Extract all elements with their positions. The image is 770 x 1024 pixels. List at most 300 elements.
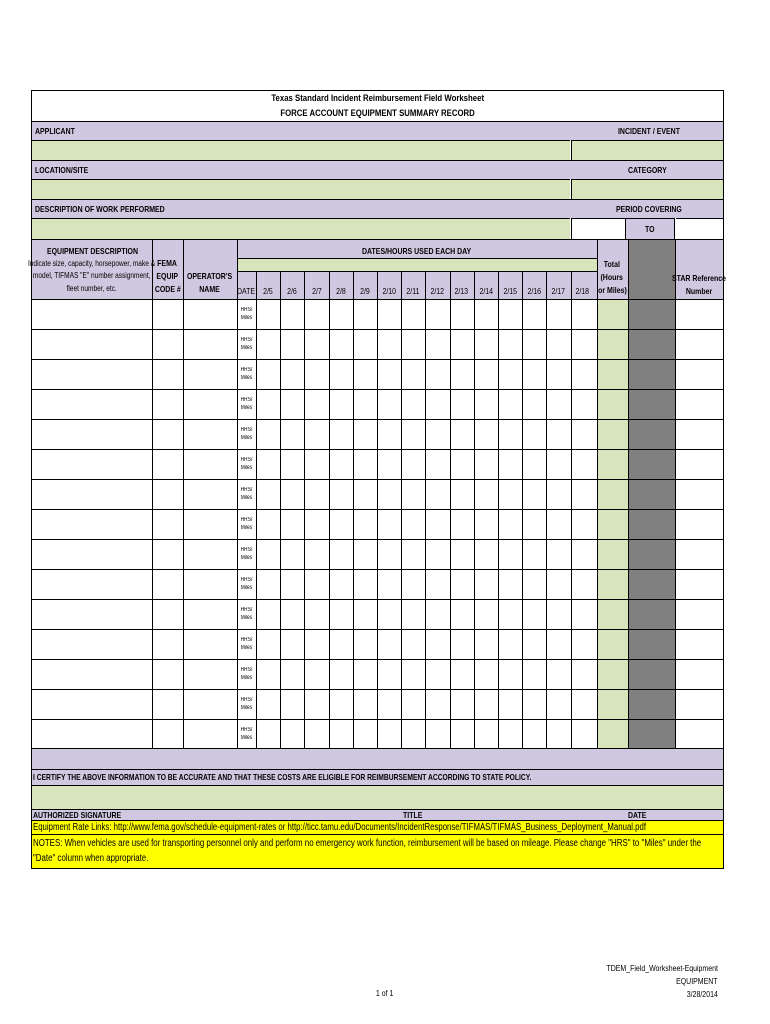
hours-cell[interactable] bbox=[522, 510, 546, 539]
hours-cell[interactable] bbox=[401, 420, 425, 449]
hours-cell[interactable] bbox=[280, 510, 304, 539]
hours-cell[interactable] bbox=[498, 630, 522, 659]
total-cell[interactable] bbox=[597, 450, 628, 479]
total-cell[interactable] bbox=[597, 660, 628, 689]
hours-cell[interactable] bbox=[280, 360, 304, 389]
hours-cell[interactable] bbox=[425, 360, 449, 389]
hours-cell[interactable] bbox=[256, 300, 280, 329]
hours-cell[interactable] bbox=[377, 630, 401, 659]
equipment-description-cell[interactable] bbox=[32, 390, 152, 419]
operator-name-cell[interactable] bbox=[183, 420, 237, 449]
hours-cell[interactable] bbox=[522, 390, 546, 419]
hours-cell[interactable] bbox=[304, 330, 328, 359]
hours-cell[interactable] bbox=[329, 570, 353, 599]
hours-cell[interactable] bbox=[377, 690, 401, 719]
hours-cell[interactable] bbox=[304, 510, 328, 539]
hours-cell[interactable] bbox=[425, 510, 449, 539]
hours-cell[interactable] bbox=[546, 600, 570, 629]
star-reference-cell[interactable] bbox=[675, 300, 723, 329]
hours-cell[interactable] bbox=[353, 510, 377, 539]
operator-name-cell[interactable] bbox=[183, 630, 237, 659]
hours-cell[interactable] bbox=[474, 330, 498, 359]
total-cell[interactable] bbox=[597, 390, 628, 419]
hours-cell[interactable] bbox=[571, 330, 595, 359]
hours-cell[interactable] bbox=[280, 420, 304, 449]
hours-cell[interactable] bbox=[280, 630, 304, 659]
hours-cell[interactable] bbox=[474, 360, 498, 389]
hours-cell[interactable] bbox=[546, 660, 570, 689]
equipment-description-cell[interactable] bbox=[32, 690, 152, 719]
hours-cell[interactable] bbox=[450, 300, 474, 329]
operator-name-cell[interactable] bbox=[183, 360, 237, 389]
hours-cell[interactable] bbox=[474, 510, 498, 539]
total-cell[interactable] bbox=[597, 720, 628, 749]
hours-cell[interactable] bbox=[498, 570, 522, 599]
hours-cell[interactable] bbox=[377, 330, 401, 359]
hours-cell[interactable] bbox=[522, 330, 546, 359]
hours-cell[interactable] bbox=[401, 720, 425, 749]
unit-label bbox=[237, 546, 256, 562]
hours-cell[interactable] bbox=[256, 660, 280, 689]
hours-cell[interactable] bbox=[353, 480, 377, 509]
hours-cell[interactable] bbox=[425, 480, 449, 509]
hours-cell[interactable] bbox=[353, 360, 377, 389]
hours-cell[interactable] bbox=[425, 300, 449, 329]
hours-cell[interactable] bbox=[377, 660, 401, 689]
hours-cell[interactable] bbox=[522, 570, 546, 599]
hours-cell[interactable] bbox=[353, 570, 377, 599]
hours-cell[interactable] bbox=[450, 360, 474, 389]
total-cell[interactable] bbox=[597, 510, 628, 539]
operator-name-cell[interactable] bbox=[183, 330, 237, 359]
hours-cell[interactable] bbox=[571, 660, 595, 689]
hours-cell[interactable] bbox=[474, 300, 498, 329]
hours-cell[interactable] bbox=[450, 720, 474, 749]
hours-cell[interactable] bbox=[353, 660, 377, 689]
operator-name-cell[interactable] bbox=[183, 660, 237, 689]
hours-cell[interactable] bbox=[329, 720, 353, 749]
hours-cell[interactable] bbox=[401, 300, 425, 329]
operator-name-cell[interactable] bbox=[183, 690, 237, 719]
equipment-description-cell[interactable] bbox=[32, 600, 152, 629]
hours-cell[interactable] bbox=[256, 450, 280, 479]
fema-code-cell[interactable] bbox=[152, 540, 183, 569]
hours-cell[interactable] bbox=[450, 420, 474, 449]
unit-label-miles: Miles bbox=[240, 435, 253, 441]
hours-cell[interactable] bbox=[522, 420, 546, 449]
hours-cell[interactable] bbox=[304, 600, 328, 629]
location-field[interactable] bbox=[32, 179, 570, 199]
operator-name-cell[interactable] bbox=[183, 300, 237, 329]
hours-cell[interactable] bbox=[329, 420, 353, 449]
hours-cell[interactable] bbox=[474, 540, 498, 569]
hours-cell[interactable] bbox=[522, 720, 546, 749]
hours-cell[interactable] bbox=[329, 630, 353, 659]
hours-cell[interactable] bbox=[546, 420, 570, 449]
hours-cell[interactable] bbox=[280, 330, 304, 359]
hours-cell[interactable] bbox=[329, 600, 353, 629]
operator-name-cell[interactable] bbox=[183, 390, 237, 419]
star-reference-cell[interactable] bbox=[675, 480, 723, 509]
star-reference-cell[interactable] bbox=[675, 660, 723, 689]
hours-cell[interactable] bbox=[256, 480, 280, 509]
hours-cell[interactable] bbox=[377, 570, 401, 599]
equipment-description-cell[interactable] bbox=[32, 450, 152, 479]
hours-cell[interactable] bbox=[353, 330, 377, 359]
star-reference-cell[interactable] bbox=[675, 390, 723, 419]
signature-field[interactable] bbox=[32, 785, 723, 809]
hours-cell[interactable] bbox=[522, 450, 546, 479]
hours-cell[interactable] bbox=[522, 660, 546, 689]
fema-code-cell[interactable] bbox=[152, 690, 183, 719]
hours-cell[interactable] bbox=[474, 420, 498, 449]
hours-cell[interactable] bbox=[401, 360, 425, 389]
hours-cell[interactable] bbox=[256, 360, 280, 389]
dates-entry-band[interactable] bbox=[237, 258, 597, 272]
hours-cell[interactable] bbox=[353, 450, 377, 479]
hours-cell[interactable] bbox=[571, 360, 595, 389]
hours-cell[interactable] bbox=[474, 720, 498, 749]
hours-cell[interactable] bbox=[571, 690, 595, 719]
hours-cell[interactable] bbox=[546, 720, 570, 749]
hours-cell[interactable] bbox=[256, 540, 280, 569]
hours-cell[interactable] bbox=[425, 600, 449, 629]
hours-cell[interactable] bbox=[256, 330, 280, 359]
hours-cell[interactable] bbox=[571, 450, 595, 479]
total-cell[interactable] bbox=[597, 570, 628, 599]
hours-cell[interactable] bbox=[474, 600, 498, 629]
equipment-description-cell[interactable] bbox=[32, 360, 152, 389]
operator-name-cell[interactable] bbox=[183, 450, 237, 479]
hours-cell[interactable] bbox=[377, 360, 401, 389]
star-reference-cell[interactable] bbox=[675, 720, 723, 749]
fema-code-cell[interactable] bbox=[152, 510, 183, 539]
hours-cell[interactable] bbox=[474, 450, 498, 479]
hours-cell[interactable] bbox=[571, 420, 595, 449]
fema-code-cell[interactable] bbox=[152, 300, 183, 329]
hours-cell[interactable] bbox=[353, 300, 377, 329]
hours-cell[interactable] bbox=[546, 630, 570, 659]
hours-cell[interactable] bbox=[256, 690, 280, 719]
hours-cell[interactable] bbox=[329, 480, 353, 509]
category-field[interactable] bbox=[571, 179, 723, 199]
hours-cell[interactable] bbox=[377, 420, 401, 449]
hours-cell[interactable] bbox=[450, 660, 474, 689]
star-reference-cell[interactable] bbox=[675, 450, 723, 479]
hours-cell[interactable] bbox=[353, 600, 377, 629]
hours-cell[interactable] bbox=[304, 360, 328, 389]
total-cell[interactable] bbox=[597, 630, 628, 659]
hours-cell[interactable] bbox=[474, 390, 498, 419]
hours-cell[interactable] bbox=[474, 660, 498, 689]
hours-cell[interactable] bbox=[498, 420, 522, 449]
total-cell[interactable] bbox=[597, 360, 628, 389]
hours-cell[interactable] bbox=[571, 390, 595, 419]
equipment-description-cell[interactable] bbox=[32, 540, 152, 569]
hours-cell[interactable] bbox=[425, 630, 449, 659]
hours-cell[interactable] bbox=[571, 480, 595, 509]
hours-cell[interactable] bbox=[329, 660, 353, 689]
equipment-description-cell[interactable] bbox=[32, 330, 152, 359]
hours-cell[interactable] bbox=[425, 330, 449, 359]
hours-cell[interactable] bbox=[304, 450, 328, 479]
total-cell[interactable] bbox=[597, 330, 628, 359]
fema-code-cell[interactable] bbox=[152, 480, 183, 509]
hours-cell[interactable] bbox=[401, 330, 425, 359]
hours-cell[interactable] bbox=[256, 600, 280, 629]
hours-cell[interactable] bbox=[546, 390, 570, 419]
operator-name-cell[interactable] bbox=[183, 600, 237, 629]
hours-cell[interactable] bbox=[304, 300, 328, 329]
fema-code-cell[interactable] bbox=[152, 720, 183, 749]
fema-code-cell[interactable] bbox=[152, 660, 183, 689]
hours-cell[interactable] bbox=[546, 480, 570, 509]
hours-cell[interactable] bbox=[329, 510, 353, 539]
hours-cell[interactable] bbox=[256, 720, 280, 749]
hours-cell[interactable] bbox=[546, 510, 570, 539]
fema-code-cell[interactable] bbox=[152, 630, 183, 659]
hours-cell[interactable] bbox=[329, 330, 353, 359]
hours-cell[interactable] bbox=[353, 720, 377, 749]
hours-cell[interactable] bbox=[377, 480, 401, 509]
hours-cell[interactable] bbox=[546, 690, 570, 719]
fema-code-cell[interactable] bbox=[152, 390, 183, 419]
hours-cell[interactable] bbox=[571, 720, 595, 749]
hours-cell[interactable] bbox=[280, 300, 304, 329]
equipment-description-cell[interactable] bbox=[32, 660, 152, 689]
star-reference-cell[interactable] bbox=[675, 360, 723, 389]
rate-links-text[interactable]: Equipment Rate Links: http://www.fema.gov/schedule-equipment-rates or http://ticc.tamu.edu/Documents/IncidentResponse/TIFMAS/TIFMAS_Business_Deployment_Manual.pdf bbox=[33, 821, 647, 833]
hours-cell[interactable] bbox=[304, 390, 328, 419]
hours-cell[interactable] bbox=[450, 690, 474, 719]
hours-cell[interactable] bbox=[474, 630, 498, 659]
hours-cell[interactable] bbox=[256, 630, 280, 659]
hours-cell[interactable] bbox=[425, 390, 449, 419]
operator-name-cell[interactable] bbox=[183, 720, 237, 749]
hours-cell[interactable] bbox=[377, 540, 401, 569]
hours-cell[interactable] bbox=[401, 390, 425, 419]
equipment-description-cell[interactable] bbox=[32, 300, 152, 329]
hours-cell[interactable] bbox=[329, 540, 353, 569]
hours-cell[interactable] bbox=[401, 480, 425, 509]
hours-cell[interactable] bbox=[377, 450, 401, 479]
hours-cell[interactable] bbox=[401, 630, 425, 659]
hours-cell[interactable] bbox=[546, 300, 570, 329]
period-from-field[interactable] bbox=[571, 218, 625, 239]
hours-cell[interactable] bbox=[280, 600, 304, 629]
hours-cell[interactable] bbox=[256, 420, 280, 449]
hours-cell[interactable] bbox=[498, 690, 522, 719]
hours-cell[interactable] bbox=[571, 510, 595, 539]
hours-cell[interactable] bbox=[450, 480, 474, 509]
hours-cell[interactable] bbox=[256, 570, 280, 599]
equipment-description-cell[interactable] bbox=[32, 510, 152, 539]
hours-cell[interactable] bbox=[474, 480, 498, 509]
hours-cell[interactable] bbox=[498, 660, 522, 689]
operator-name-cell[interactable] bbox=[183, 510, 237, 539]
hours-cell[interactable] bbox=[522, 600, 546, 629]
hours-cell[interactable] bbox=[304, 690, 328, 719]
fema-code-cell[interactable] bbox=[152, 330, 183, 359]
rate-links[interactable] bbox=[33, 820, 770, 834]
total-cell[interactable] bbox=[597, 300, 628, 329]
hours-cell[interactable] bbox=[425, 690, 449, 719]
hours-cell[interactable] bbox=[401, 510, 425, 539]
total-cell[interactable] bbox=[597, 690, 628, 719]
star-reference-cell[interactable] bbox=[675, 600, 723, 629]
hours-cell[interactable] bbox=[522, 540, 546, 569]
star-reference-cell[interactable] bbox=[675, 330, 723, 359]
operator-name-cell[interactable] bbox=[183, 570, 237, 599]
hours-cell[interactable] bbox=[329, 690, 353, 719]
total-cell[interactable] bbox=[597, 420, 628, 449]
hours-cell[interactable] bbox=[304, 720, 328, 749]
hours-cell[interactable] bbox=[498, 360, 522, 389]
hours-cell[interactable] bbox=[401, 600, 425, 629]
hours-cell[interactable] bbox=[498, 720, 522, 749]
hours-cell[interactable] bbox=[571, 600, 595, 629]
hours-cell[interactable] bbox=[377, 720, 401, 749]
hours-cell[interactable] bbox=[546, 360, 570, 389]
hours-cell[interactable] bbox=[353, 390, 377, 419]
hours-cell[interactable] bbox=[498, 390, 522, 419]
hours-cell[interactable] bbox=[304, 420, 328, 449]
total-cell[interactable] bbox=[597, 600, 628, 629]
hours-cell[interactable] bbox=[450, 510, 474, 539]
star-reference-cell[interactable] bbox=[675, 420, 723, 449]
hours-cell[interactable] bbox=[280, 450, 304, 479]
hours-cell[interactable] bbox=[304, 540, 328, 569]
hours-cell[interactable] bbox=[450, 450, 474, 479]
hours-cell[interactable] bbox=[280, 720, 304, 749]
hours-cell[interactable] bbox=[425, 660, 449, 689]
hours-cell[interactable] bbox=[571, 630, 595, 659]
hours-cell[interactable] bbox=[522, 360, 546, 389]
hours-cell[interactable] bbox=[498, 540, 522, 569]
equipment-description-cell[interactable] bbox=[32, 570, 152, 599]
hours-cell[interactable] bbox=[377, 300, 401, 329]
hours-cell[interactable] bbox=[401, 660, 425, 689]
hours-cell[interactable] bbox=[304, 630, 328, 659]
hours-cell[interactable] bbox=[498, 450, 522, 479]
hours-cell[interactable] bbox=[256, 390, 280, 419]
hours-cell[interactable] bbox=[353, 690, 377, 719]
equipment-description-cell[interactable] bbox=[32, 720, 152, 749]
hours-cell[interactable] bbox=[401, 570, 425, 599]
hours-cell[interactable] bbox=[498, 480, 522, 509]
hours-cell[interactable] bbox=[450, 630, 474, 659]
hours-cell[interactable] bbox=[450, 330, 474, 359]
fema-code-cell[interactable] bbox=[152, 360, 183, 389]
hours-cell[interactable] bbox=[522, 300, 546, 329]
star-reference-cell[interactable] bbox=[675, 690, 723, 719]
fema-code-cell[interactable] bbox=[152, 600, 183, 629]
hours-cell[interactable] bbox=[425, 720, 449, 749]
equipment-description-cell[interactable] bbox=[32, 480, 152, 509]
equipment-description-cell[interactable] bbox=[32, 630, 152, 659]
hours-cell[interactable] bbox=[280, 690, 304, 719]
date-header-cell bbox=[401, 285, 425, 296]
hours-cell[interactable] bbox=[450, 600, 474, 629]
hours-cell[interactable] bbox=[498, 330, 522, 359]
hours-cell[interactable] bbox=[474, 690, 498, 719]
hours-cell[interactable] bbox=[353, 540, 377, 569]
total-cell[interactable] bbox=[597, 480, 628, 509]
incident-event-field[interactable] bbox=[571, 140, 723, 160]
fema-code-cell[interactable] bbox=[152, 570, 183, 599]
operator-name-cell[interactable] bbox=[183, 480, 237, 509]
hours-cell[interactable] bbox=[377, 390, 401, 419]
hours-cell[interactable] bbox=[377, 510, 401, 539]
hours-cell[interactable] bbox=[522, 690, 546, 719]
hours-cell[interactable] bbox=[522, 480, 546, 509]
period-to-field[interactable] bbox=[676, 218, 723, 239]
hours-cell[interactable] bbox=[304, 570, 328, 599]
fema-code-cell[interactable] bbox=[152, 420, 183, 449]
hours-cell[interactable] bbox=[329, 390, 353, 419]
fema-code-cell[interactable] bbox=[152, 450, 183, 479]
applicant-field[interactable] bbox=[32, 140, 570, 160]
hours-cell[interactable] bbox=[377, 600, 401, 629]
description-field[interactable] bbox=[32, 218, 570, 239]
fema-header-2 bbox=[152, 270, 183, 281]
hours-cell[interactable] bbox=[546, 540, 570, 569]
star-reference-cell[interactable] bbox=[675, 630, 723, 659]
hours-cell[interactable] bbox=[401, 690, 425, 719]
hours-cell[interactable] bbox=[280, 660, 304, 689]
operator-name-cell[interactable] bbox=[183, 540, 237, 569]
hours-cell[interactable] bbox=[280, 570, 304, 599]
hours-cell[interactable] bbox=[498, 510, 522, 539]
hours-cell[interactable] bbox=[329, 360, 353, 389]
hours-cell[interactable] bbox=[329, 300, 353, 329]
star-reference-cell[interactable] bbox=[675, 540, 723, 569]
hours-cell[interactable] bbox=[450, 570, 474, 599]
hours-cell[interactable] bbox=[401, 540, 425, 569]
hours-cell[interactable] bbox=[304, 660, 328, 689]
hours-cell[interactable] bbox=[571, 300, 595, 329]
hours-cell[interactable] bbox=[450, 390, 474, 419]
hours-cell[interactable] bbox=[571, 540, 595, 569]
hours-cell[interactable] bbox=[401, 450, 425, 479]
star-reference-cell[interactable] bbox=[675, 570, 723, 599]
hours-cell[interactable] bbox=[571, 570, 595, 599]
hours-cell[interactable] bbox=[498, 600, 522, 629]
hours-cell[interactable] bbox=[425, 540, 449, 569]
hours-cell[interactable] bbox=[546, 450, 570, 479]
hours-cell[interactable] bbox=[498, 300, 522, 329]
hours-cell[interactable] bbox=[546, 570, 570, 599]
hours-cell[interactable] bbox=[353, 420, 377, 449]
hours-cell[interactable] bbox=[425, 570, 449, 599]
hours-cell[interactable] bbox=[280, 480, 304, 509]
hours-cell[interactable] bbox=[474, 570, 498, 599]
hours-cell[interactable] bbox=[425, 420, 449, 449]
hours-cell[interactable] bbox=[329, 450, 353, 479]
star-reference-cell[interactable] bbox=[675, 510, 723, 539]
total-cell[interactable] bbox=[597, 540, 628, 569]
hours-cell[interactable] bbox=[304, 480, 328, 509]
hours-cell[interactable] bbox=[280, 390, 304, 419]
equipment-description-cell[interactable] bbox=[32, 420, 152, 449]
hours-cell[interactable] bbox=[353, 630, 377, 659]
hours-cell[interactable] bbox=[256, 510, 280, 539]
hours-cell[interactable] bbox=[546, 330, 570, 359]
hours-cell[interactable] bbox=[425, 450, 449, 479]
hours-cell[interactable] bbox=[450, 540, 474, 569]
hours-cell[interactable] bbox=[522, 630, 546, 659]
hours-cell[interactable] bbox=[280, 540, 304, 569]
